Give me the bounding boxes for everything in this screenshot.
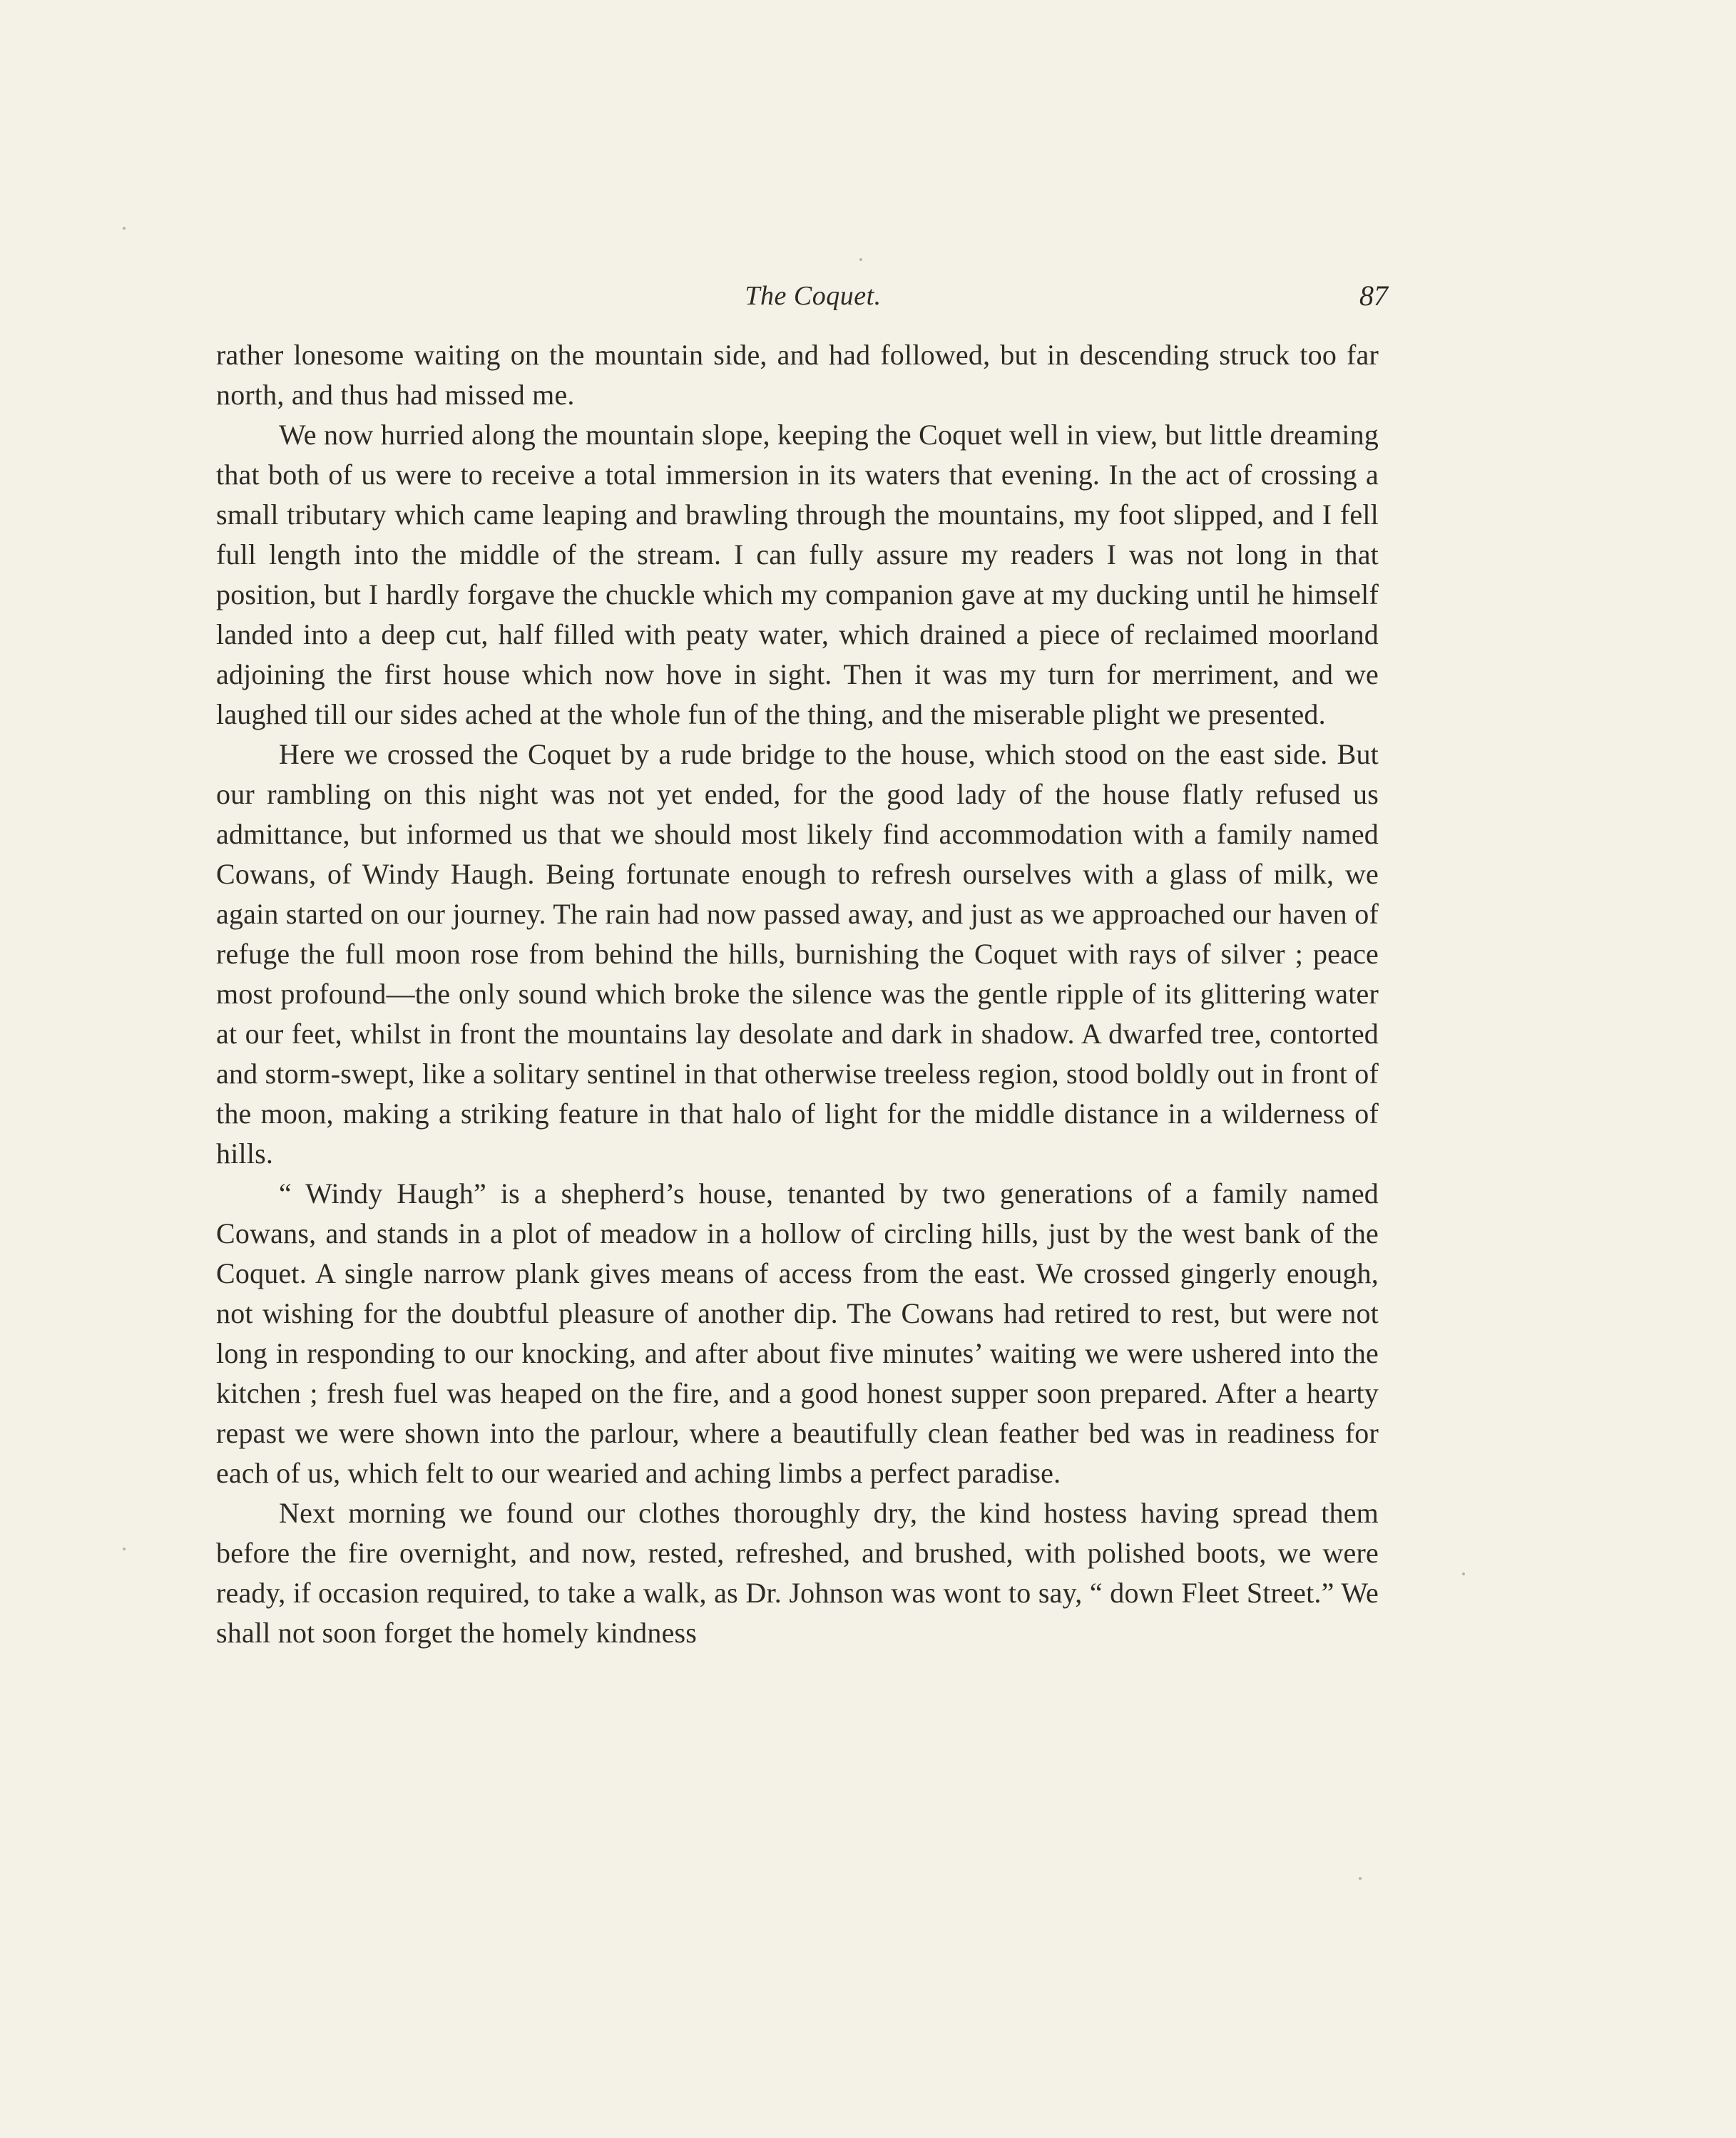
paper-speck [123, 227, 126, 230]
paragraph-rude-bridge: Here we crossed the Coquet by a rude bridge to the house, which stood on the east side. But our rambling on this night was not yet ended, for the good lady of the house flatly refused us admittance, but informed us that we should most likely find accommodation with a family named Cowans, of Windy Haugh. Being fortunate enough to refresh ourselves with a glass of milk, we again started on our journey. The rain had now passed away, and just as we approached our haven of refuge the full moon rose from behind the hills, burnishing the Coquet with rays of silver ; peace most profound—the only sound which broke the silence was the gentle ripple of its glittering water at our feet, whilst in front the mountains lay desolate and dark in shadow. A dwarfed tree, contorted and storm-swept, like a solitary sentinel in that otherwise treeless region, stood boldly out in front of the moon, making a striking feature in that halo of light for the middle distance in a wilderness of hills. [216, 738, 1379, 1170]
body-text [216, 335, 1379, 1653]
paper-speck [859, 258, 862, 261]
paragraph-mountain-slope: We now hurried along the mountain slope, keeping the Coquet well in view, but little dreaming that both of us were to receive a total immersion in its waters that evening. In the act of crossing a small tributary which came leaping and brawling through the mountains, my foot slipped, and I fell full length into the middle of the stream. I can fully assure my readers I was not long in that position, but I hardly forgave the chuckle which my companion gave at my ducking until he himself landed into a deep cut, half filled with peaty water, which drained a piece of reclaimed moorland adjoining the first house which now hove in sight. Then it was my turn for merriment, and we laughed till our sides ached at the whole fun of the thing, and the miserable plight we presented. [216, 419, 1379, 730]
page-number: 87 [1359, 280, 1388, 312]
paper-speck [1462, 1572, 1465, 1575]
paragraph-continuation: rather lonesome waiting on the mountain side, and had followed, but in descending struck too far north, and thus had missed me. [216, 339, 1379, 411]
paragraph-windy-haugh: “ Windy Haugh” is a shepherd’s house, tenanted by two generations of a family named Cowans, and stands in a plot of meadow in a hollow of circling hills, just by the west bank of the Coquet. A single narrow plank gives means of access from the east. We crossed gingerly enough, not wishing for the doubtful pleasure of another dip. The Cowans had retired to rest, but were not long in responding to our knocking, and after about five minutes’ waiting we were ushered into the kitchen ; fresh fuel was heaped on the fire, and a good honest supper soon prepared. After a hearty repast we were shown into the parlour, where a beautifully clean feather bed was in readiness for each of us, which felt to our wearied and aching limbs a perfect paradise. [216, 1177, 1379, 1489]
paragraph-next-morning: Next morning we found our clothes thoroughly dry, the kind hostess having spread them before the fire overnight, and now, rested, refreshed, and brushed, with polished boots, we were ready, if occasion required, to take a walk, as Dr. Johnson was wont to say, “ down Fleet Street.” We shall not soon forget the homely kindness [216, 1497, 1379, 1649]
running-head [214, 275, 1388, 317]
running-title: The Coquet. [745, 281, 882, 311]
paper-speck [123, 1548, 126, 1550]
paper-speck [1359, 1877, 1362, 1880]
